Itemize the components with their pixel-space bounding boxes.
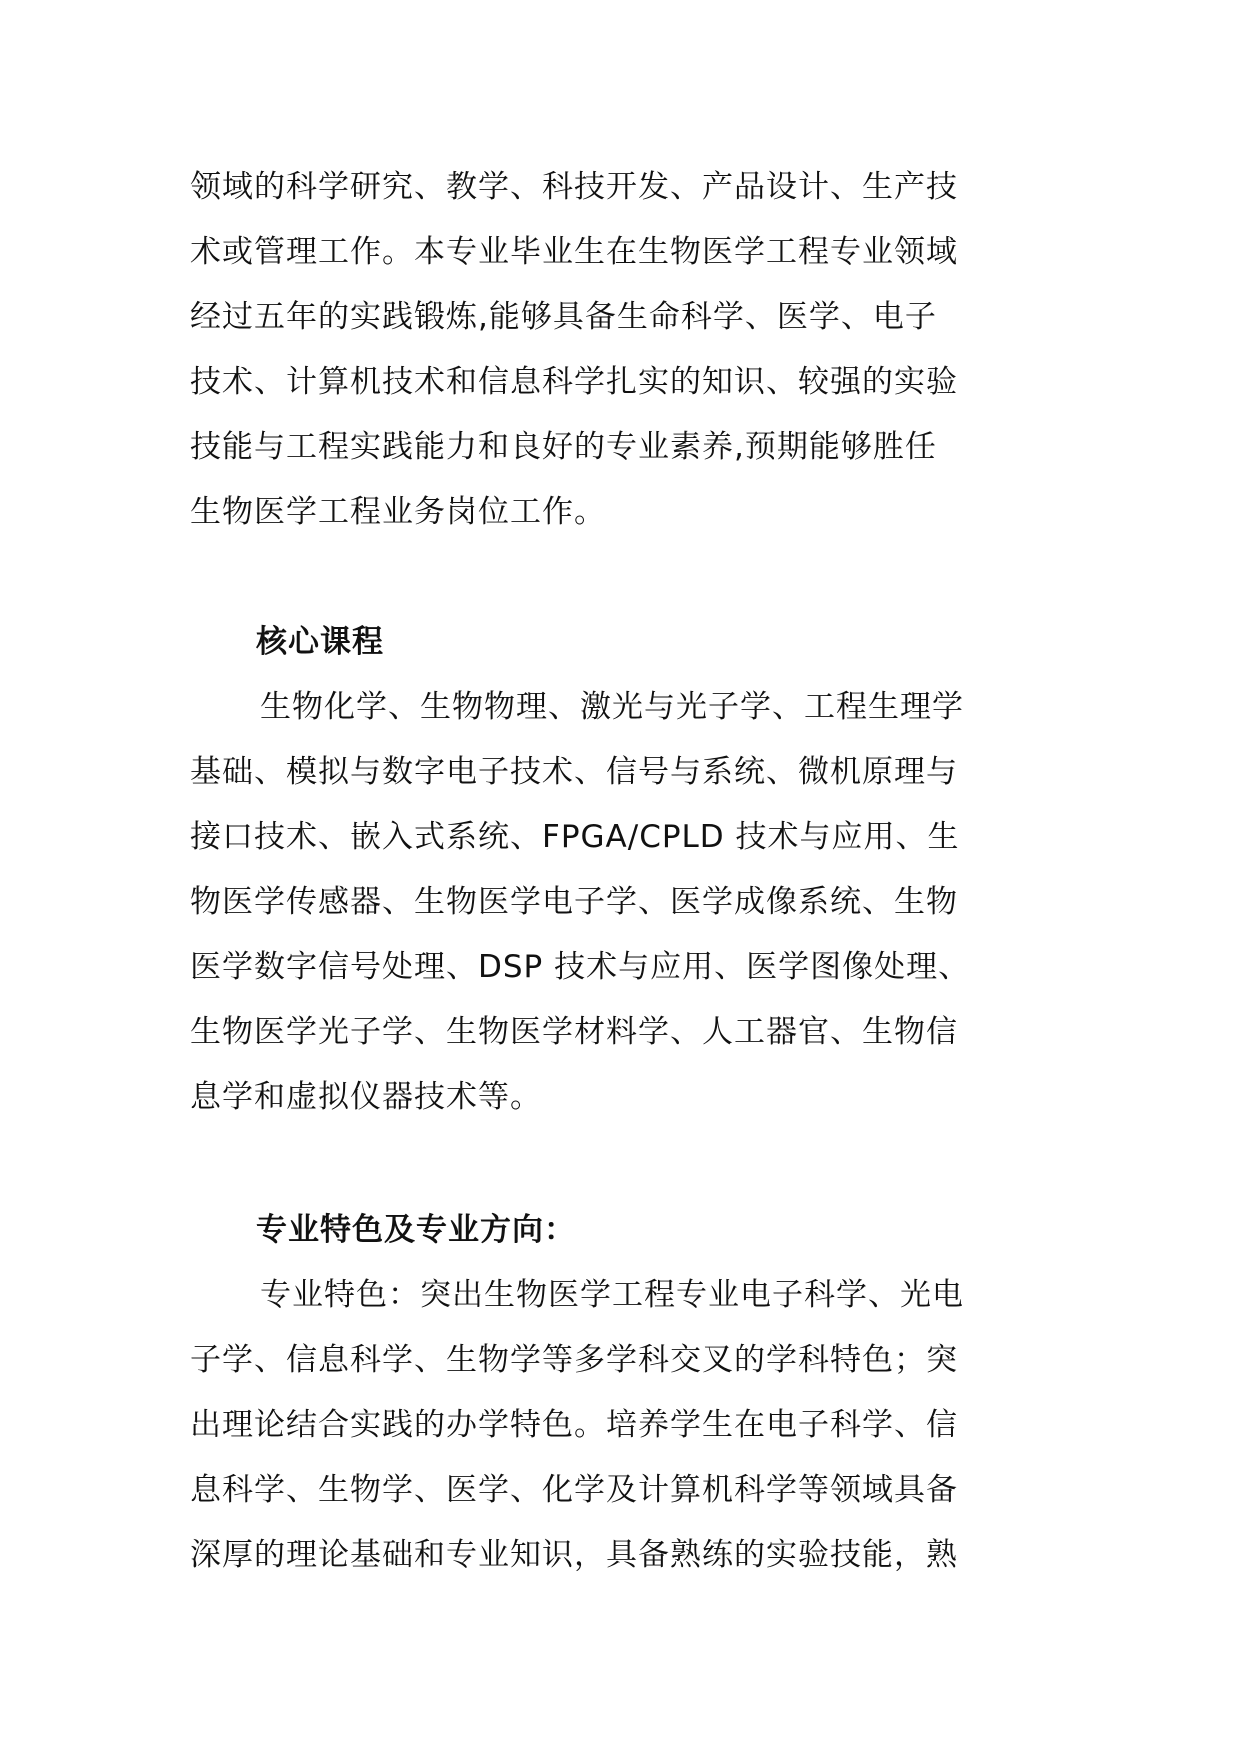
paragraph-line: 息科学、生物学、医学、化学及计算机科学等领域具备 xyxy=(190,1472,958,1508)
intro-paragraph xyxy=(190,155,1070,545)
paragraph-line: 深厚的理论基础和专业知识，具备熟练的实验技能，熟 xyxy=(190,1537,958,1573)
paragraph-line: 生物医学工程业务岗位工作。 xyxy=(190,494,606,530)
paragraph-line: 生物化学、生物物理、激光与光子学、工程生理学 xyxy=(260,689,964,725)
paragraph-line: 物医学传感器、生物医学电子学、医学成像系统、生物 xyxy=(190,884,958,920)
core-courses-heading: 核心课程 xyxy=(256,624,384,660)
paragraph-line: 生物医学光子学、生物医学材料学、人工器官、生物信 xyxy=(190,1014,958,1050)
paragraph-line: 息学和虚拟仪器技术等。 xyxy=(190,1079,542,1115)
core-courses-section xyxy=(190,610,1070,1130)
paragraph-line: 经过五年的实践锻炼,能够具备生命科学、医学、电子 xyxy=(190,299,937,335)
features-section xyxy=(190,1198,1070,1588)
paragraph-line: 基础、模拟与数字电子技术、信号与系统、微机原理与 xyxy=(190,754,958,790)
paragraph-line: 技术、计算机技术和信息科学扎实的知识、较强的实验 xyxy=(190,364,958,400)
paragraph-line: 术或管理工作。本专业毕业生在生物医学工程专业领域 xyxy=(190,234,958,270)
paragraph-line: 出理论结合实践的办学特色。培养学生在电子科学、信 xyxy=(190,1407,958,1443)
paragraph-line: 技能与工程实践能力和良好的专业素养,预期能够胜任 xyxy=(190,429,937,465)
paragraph-line: 子学、信息科学、生物学等多学科交叉的学科特色；突 xyxy=(190,1342,958,1378)
paragraph-line: 领域的科学研究、教学、科技开发、产品设计、生产技 xyxy=(190,169,958,205)
paragraph-line: 专业特色：突出生物医学工程专业电子科学、光电 xyxy=(260,1277,964,1313)
features-heading: 专业特色及专业方向： xyxy=(256,1212,576,1248)
paragraph-line: 医学数字信号处理、DSP 技术与应用、医学图像处理、 xyxy=(190,949,971,985)
paragraph-line: 接口技术、嵌入式系统、FPGA/CPLD 技术与应用、生 xyxy=(190,819,960,855)
